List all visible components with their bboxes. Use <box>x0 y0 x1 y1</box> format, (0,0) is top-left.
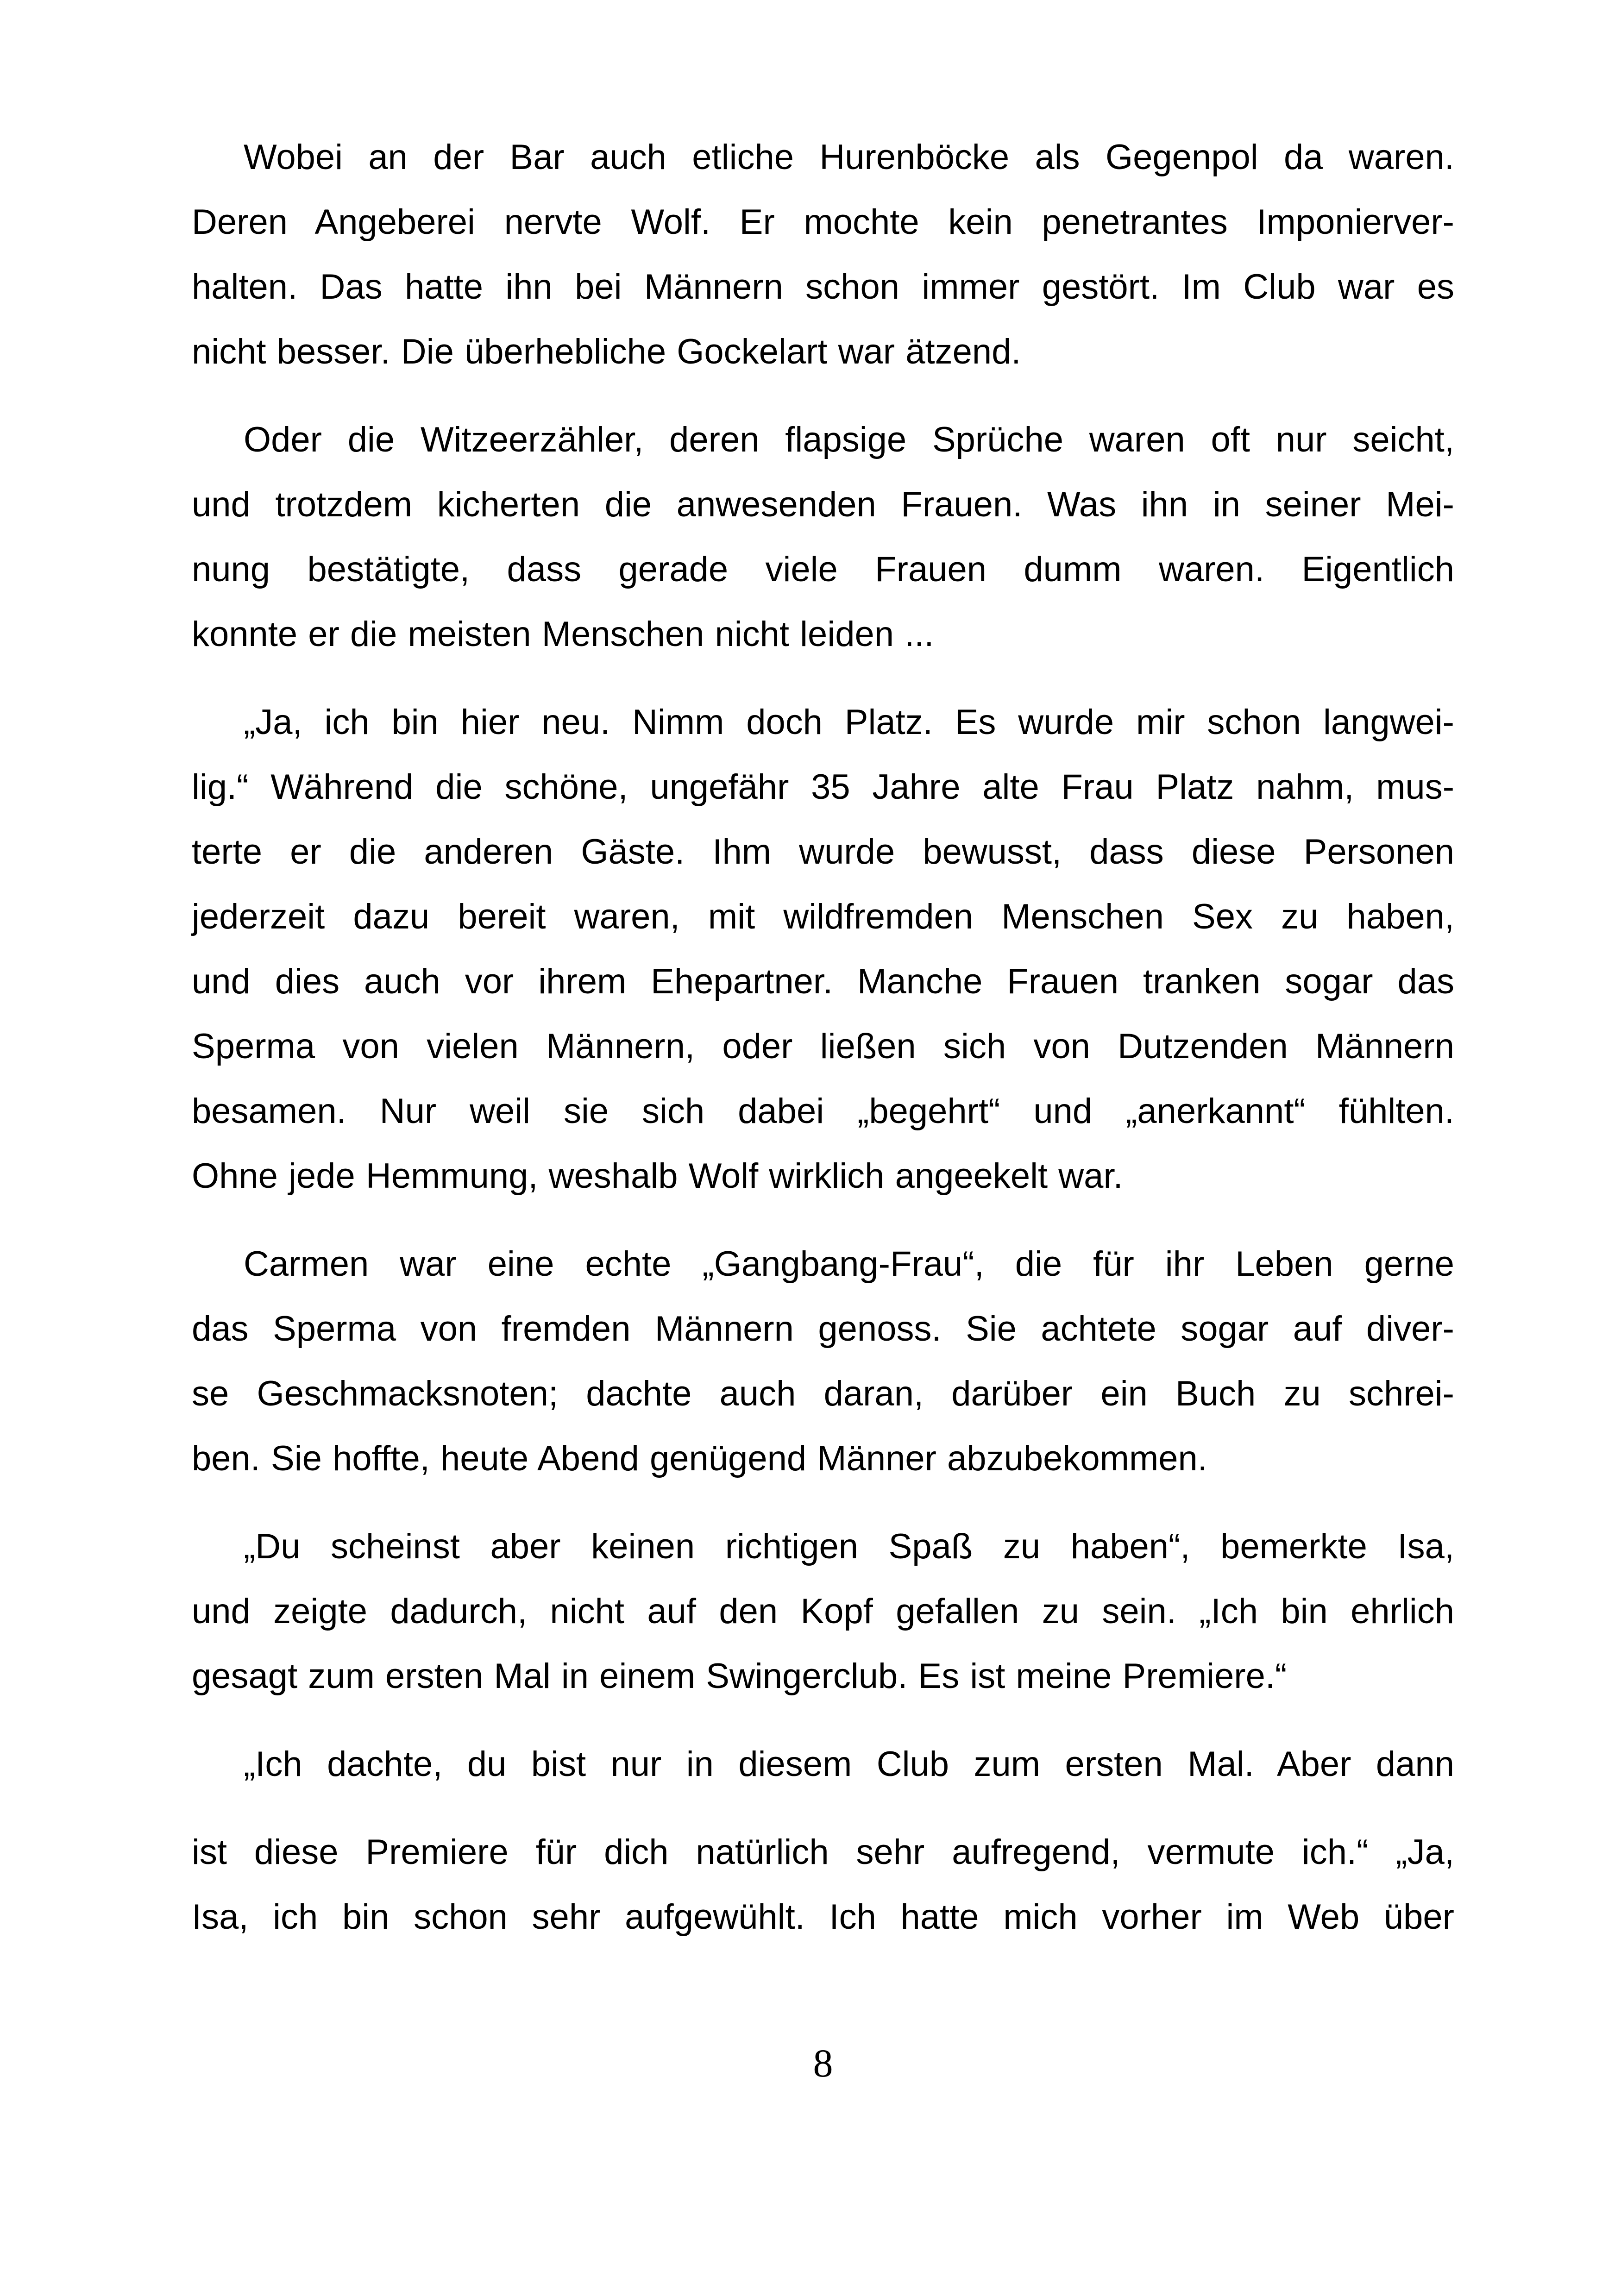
text-line: „Ich dachte, du bist nur in diesem Club zum ersten Mal. Aber dann <box>244 1744 1454 1784</box>
text-line: lig.“ Während die schöne, ungefähr 35 Jahre alte Frau Platz nahm, mus- <box>192 767 1454 807</box>
text-line: halten. Das hatte ihn bei Männern schon immer gestört. Im Club war es <box>192 267 1454 307</box>
text-line: Sperma von vielen Männern, oder ließen sich von Dutzenden Männern <box>192 1027 1454 1066</box>
text-line: Carmen war eine echte „Gangbang-Frau“, die für ihr Leben gerne <box>244 1244 1454 1284</box>
paragraph <box>192 408 1454 667</box>
paragraph <box>192 1732 1454 1797</box>
text-line: „Du scheinst aber keinen richtigen Spaß zu haben“, bemerkte Isa, <box>244 1527 1454 1566</box>
text-line: und zeigte dadurch, nicht auf den Kopf gefallen zu sein. „Ich bin ehrlich <box>192 1592 1454 1631</box>
body-text <box>192 125 1454 1950</box>
text-line: besamen. Nur weil sie sich dabei „begehrt“ und „anerkannt“ fühlten. <box>192 1092 1454 1131</box>
text-line: se Geschmacksnoten; dachte auch daran, darüber ein Buch zu schrei- <box>192 1374 1454 1413</box>
text-line: jederzeit dazu bereit waren, mit wildfremden Menschen Sex zu haben, <box>192 897 1454 936</box>
text-line: gesagt zum ersten Mal in einem Swingerclub. Es ist meine Premiere.“ <box>192 1656 1287 1696</box>
text-line: nicht besser. Die überhebliche Gockelart war ätzend. <box>192 332 1021 371</box>
text-line: ben. Sie hoffte, heute Abend genügend Männer abzubekommen. <box>192 1439 1207 1478</box>
text-line: Oder die Witzeerzähler, deren flapsige Sprüche waren oft nur seicht, <box>244 420 1454 459</box>
text-line: und trotzdem kicherten die anwesenden Frauen. Was ihn in seiner Mei- <box>192 485 1454 524</box>
page-number: 8 <box>813 2041 833 2085</box>
text-line: ist diese Premiere für dich natürlich sehr aufregend, vermute ich.“ „Ja, <box>192 1832 1454 1872</box>
paragraph <box>192 1514 1454 1709</box>
paragraph <box>192 1820 1454 1950</box>
text-line: terte er die anderen Gäste. Ihm wurde bewusst, dass diese Personen <box>192 832 1454 872</box>
paragraph <box>192 690 1454 1209</box>
text-line: Deren Angeberei nervte Wolf. Er mochte kein penetrantes Imponierver- <box>192 202 1454 242</box>
text-line: konnte er die meisten Menschen nicht leiden ... <box>192 615 934 654</box>
text-line: Ohne jede Hemmung, weshalb Wolf wirklich angeekelt war. <box>192 1156 1123 1196</box>
text-line: und dies auch vor ihrem Ehepartner. Manche Frauen tranken sogar das <box>192 962 1454 1001</box>
text-line: Isa, ich bin schon sehr aufgewühlt. Ich hatte mich vorher im Web über <box>192 1897 1454 1937</box>
text-line: „Ja, ich bin hier neu. Nimm doch Platz. Es wurde mir schon langwei- <box>244 703 1454 742</box>
text-line: nung bestätigte, dass gerade viele Frauen dumm waren. Eigentlich <box>192 550 1454 589</box>
text-line: Wobei an der Bar auch etliche Hurenböcke als Gegenpol da waren. <box>244 138 1454 177</box>
paragraph <box>192 1232 1454 1491</box>
paragraph <box>192 125 1454 384</box>
text-line: das Sperma von fremden Männern genoss. Sie achtete sogar auf diver- <box>192 1309 1454 1349</box>
